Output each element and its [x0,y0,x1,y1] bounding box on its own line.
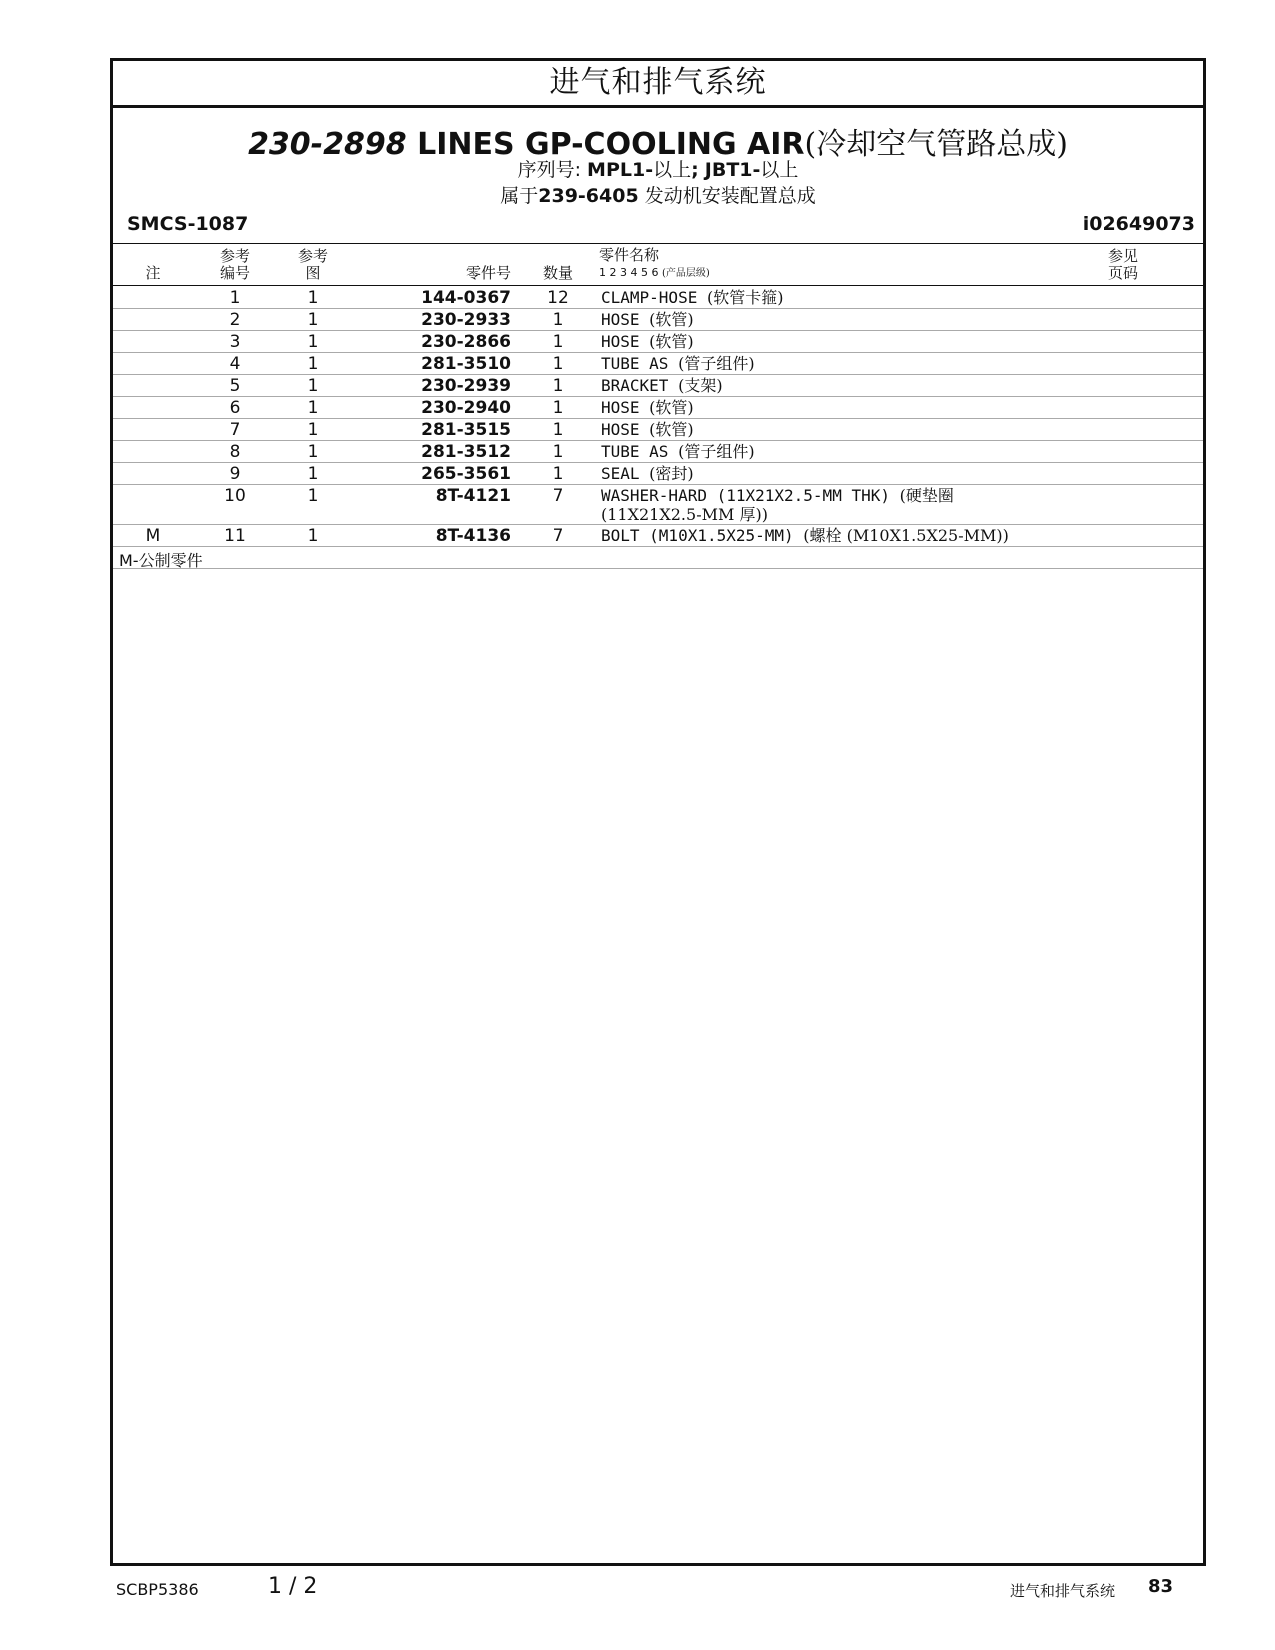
row-part-number: 281-3515 [421,420,511,440]
serial-suffix-2: 以上 [760,159,799,181]
metric-footnote: M-公制零件 [119,551,203,570]
table-row [113,352,1203,375]
table-row [113,462,1203,485]
table-row [113,374,1203,397]
row-description-line1 [601,526,1009,545]
header-fig-line2: 图 [305,264,321,282]
row-description-en: TUBE AS [601,442,669,461]
belongs-part: 239-6405 [538,185,639,207]
row-quantity: 12 [547,288,569,308]
row-description-cn: (软管) [649,398,694,417]
row-description-line1 [601,354,755,373]
row-description [601,398,694,417]
row-description-cn: (螺栓 (M10X1.5X25-MM)) [803,526,1009,545]
row-quantity: 1 [552,376,564,396]
row-part-number: 265-3561 [421,464,511,484]
header-ref-no-line2: 编号 [219,264,250,282]
table-row [113,330,1203,353]
doc-id: SCBP5386 [116,1580,199,1599]
row-figure: 1 [307,464,319,484]
row-figure: 1 [307,420,319,440]
row-figure: 1 [307,398,319,418]
group-name-cn: (冷却空气管路总成) [804,127,1068,162]
row-description [601,464,694,483]
row-description-line1 [601,332,694,351]
row-description-line1 [601,376,723,395]
footer-section: 进气和排气系统 [1010,1582,1116,1600]
row-quantity: 1 [552,420,564,440]
row-description-en: HOSE [601,398,640,417]
row-ref-number: 7 [229,420,241,440]
table-row [113,484,1203,525]
row-description-cn: (软管) [649,420,694,439]
levels-label: (产品层级) [661,268,710,279]
row-description-line1 [601,442,755,461]
row-ref-number: 5 [229,376,241,396]
header-ref-no [205,248,265,282]
row-figure: 1 [307,376,319,396]
row-description-en: TUBE AS [601,354,669,373]
row-ref-number: 9 [229,464,241,484]
row-description-line1 [601,486,954,505]
row-description-en: CLAMP-HOSE [601,288,698,307]
group-name: LINES GP-COOLING AIR [417,127,805,162]
row-quantity: 1 [552,398,564,418]
row-figure: 1 [307,332,319,352]
belongs-prefix: 属于 [500,185,539,207]
row-part-number: 230-2933 [421,310,511,330]
row-description-en: HOSE [601,332,640,351]
row-quantity: 1 [552,464,564,484]
row-description [601,288,783,307]
row-description-line2: (11X21X2.5-MM 厚)) [601,505,768,524]
row-description-en: HOSE [601,420,640,439]
header-top-rule [113,243,1203,244]
serial-numbers [113,155,1203,182]
row-description-cn: (软管) [649,310,694,329]
row-description-line1 [601,288,783,307]
table-row [113,440,1203,463]
header-see-page-line2: 页码 [1107,264,1138,282]
row-description-en: WASHER-HARD (11X21X2.5-MM THK) [601,486,890,505]
row-note: M [145,526,161,546]
row-description-en: BOLT (M10X1.5X25-MM) [601,526,794,545]
header-fig [291,248,335,282]
row-quantity: 7 [552,526,564,546]
row-ref-number: 10 [224,486,246,506]
table-row [113,396,1203,419]
row-description [601,376,723,395]
row-quantity: 1 [552,354,564,374]
header-see-page-line1: 参见 [1107,247,1138,265]
row-ref-number: 2 [229,310,241,330]
row-description-en: HOSE [601,310,640,329]
header-part-name [599,247,710,282]
row-ref-number: 1 [229,288,241,308]
row-figure: 1 [307,442,319,462]
row-description [601,486,954,524]
row-ref-number: 4 [229,354,241,374]
footnote-row [113,546,1203,569]
row-description-cn: (支架) [678,376,723,395]
table-row [113,308,1203,331]
serial-label: 序列号: [517,159,581,181]
page-number: 83 [1148,1576,1174,1597]
row-figure: 1 [307,310,319,330]
serial-separator: ; [691,159,699,181]
row-ref-number: 3 [229,332,241,352]
belongs-to [113,181,1203,208]
row-part-number: 8T-4121 [435,486,511,506]
serial-suffix-1: 以上 [653,159,692,181]
header-see-page [1103,248,1143,282]
serial-prefix-1: MPL1- [587,159,654,181]
row-description-line1 [601,420,694,439]
row-figure: 1 [307,354,319,374]
row-ref-number: 8 [229,442,241,462]
row-description-line1 [601,464,694,483]
row-part-number: 281-3510 [421,354,511,374]
row-part-number: 144-0367 [421,288,511,308]
row-description [601,354,755,373]
row-part-number: 230-2940 [421,398,511,418]
row-quantity: 1 [552,442,564,462]
illustration-id: i02649073 [1082,213,1195,235]
header-part-no: 零件号 [465,264,511,282]
table-row [113,286,1203,309]
row-ref-number: 11 [224,526,246,546]
row-description-en: BRACKET [601,376,669,395]
belongs-name: 发动机安装配置总成 [644,185,816,207]
row-description [601,526,1009,545]
row-description-cn: (软管) [649,332,694,351]
page-frame [110,58,1206,1566]
levels-numbers: 1 2 3 4 5 6 [599,266,659,279]
header-ref-no-line1: 参考 [219,247,250,265]
row-description-en: SEAL [601,464,640,483]
row-part-number: 8T-4136 [435,526,511,546]
header-part-name-label: 零件名称 [599,246,660,264]
row-description-cn: (管子组件) [678,354,755,373]
row-description-line1 [601,310,694,329]
row-description-cn: (密封) [649,464,694,483]
row-description-cn: (软管卡箍) [706,288,784,307]
row-part-number: 281-3512 [421,442,511,462]
row-part-number: 230-2866 [421,332,511,352]
header-levels [599,264,710,282]
row-ref-number: 6 [229,398,241,418]
row-quantity: 1 [552,332,564,352]
row-quantity: 7 [552,486,564,506]
serial-prefix-2: JBT1- [704,159,761,181]
table-row [113,524,1203,547]
row-figure: 1 [307,486,319,506]
row-figure: 1 [307,526,319,546]
page-of: 1 / 2 [268,1574,318,1599]
row-description [601,310,694,329]
row-description-line1 [601,398,694,417]
row-figure: 1 [307,288,319,308]
row-description-cn: (管子组件) [678,442,755,461]
table-row [113,418,1203,441]
group-part-number: 230-2898 [248,127,407,162]
header-note: 注 [145,264,161,282]
header-fig-line1: 参考 [297,247,328,265]
row-description [601,332,694,351]
row-description [601,442,755,461]
row-quantity: 1 [552,310,564,330]
row-description [601,420,694,439]
smcs-code: SMCS-1087 [127,213,249,235]
section-title: 进气和排气系统 [113,61,1203,108]
header-qty: 数量 [542,264,573,282]
row-description-cn: (硬垫圈 [899,486,954,505]
row-part-number: 230-2939 [421,376,511,396]
